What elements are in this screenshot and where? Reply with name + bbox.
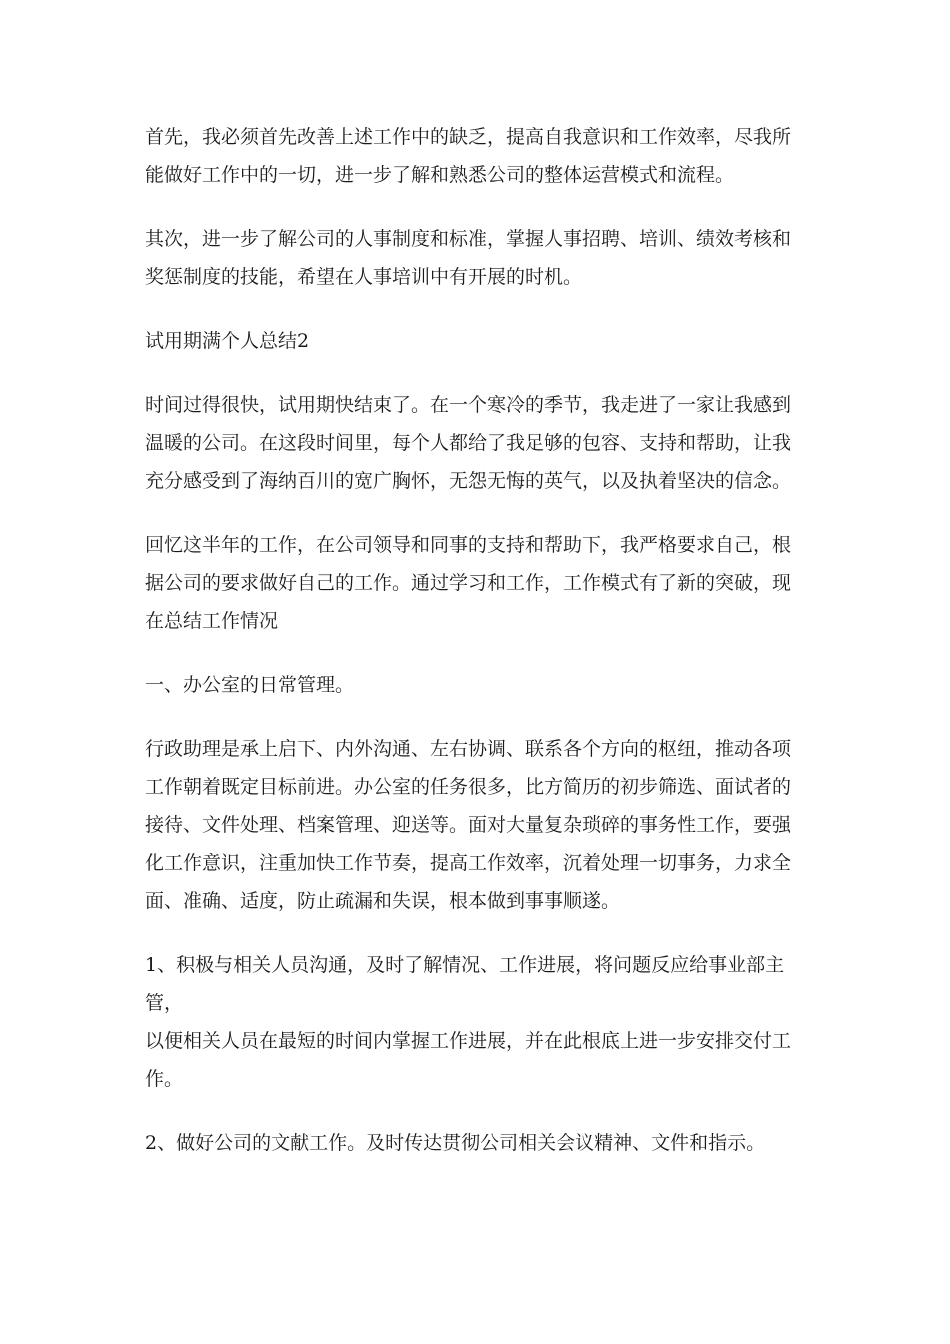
list-item-2: 2、做好公司的文献工作。及时传达贯彻公司相关会议精神、文件和指示。	[145, 1132, 766, 1154]
list-item-1: 1、积极与相关人员沟通，及时了解情况、工作进展，将问题反应给事业部主管， 以便相关人员在最短的时间内掌握工作进展，并在此根底上进一步安排交付工 作。	[145, 954, 792, 1090]
paragraph-2: 其次，进一步了解公司的人事制度和标准，掌握人事招聘、培训、绩效考核和 奖惩制度的技能，希望在人事培训中有开展的时机。	[145, 228, 792, 288]
subsection-heading: 一、办公室的日常管理。	[145, 674, 355, 696]
paragraph-1: 首先，我必须首先改善上述工作中的缺乏，提高自我意识和工作效率，尽我所 能做好工作中的一切，进一步了解和熟悉公司的整体运营模式和流程。	[145, 126, 792, 186]
paragraph-4: 回忆这半年的工作，在公司领导和同事的支持和帮助下，我严格要求自己，根 据公司的要求做好自己的工作。通过学习和工作，工作模式有了新的突破，现 在总结工作情况	[145, 534, 792, 632]
section-title: 试用期满个人总结2	[145, 330, 310, 352]
document-body	[145, 118, 815, 1188]
paragraph-3: 时间过得很快，试用期快结束了。在一个寒冷的季节，我走进了一家让我感到 温暖的公司。在这段时间里，每个人都给了我足够的包容、支持和帮助，让我 充分感受到了海纳百川的宽广胸怀，无怨无悔的英气，以及执着坚决的信念。	[145, 394, 792, 492]
paragraph-5: 行政助理是承上启下、内外沟通、左右协调、联系各个方向的枢纽，推动各项 工作朝着既定目标前进。办公室的任务很多，比方简历的初步筛选、面试者的 接待、文件处理、档案管理、迎送等。面对大量复杂琐碎的事务性工作，要强 化工作意识，注重加快工作节奏，提高工作效率，沉着处理一切事务，力求全 面、准确、适度，防止疏漏和失误，根本做到事事顺遂。	[145, 738, 792, 912]
